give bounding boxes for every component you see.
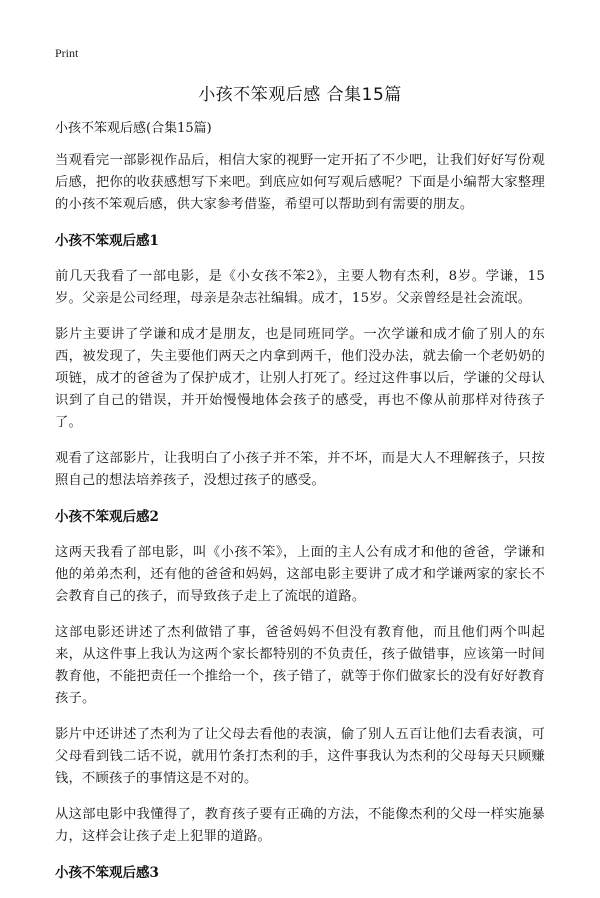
section-heading: 小孩不笨观后感2	[55, 509, 159, 525]
section-paragraph: 观看了这部影片，让我明白了小孩子并不笨，并不坏，而是大人不理解孩子，只按照自己的想法培养孩子，没想过孩子的感受。	[55, 451, 545, 488]
page-title: 小孩不笨观后感 合集15篇	[198, 85, 402, 105]
section-paragraph: 前几天我看了一部电影，是《小女孩不笨2》，主要人物有杰利，8岁。学谦，15岁。父亲是公司经理，母亲是杂志社编辑。成才，15岁。父亲曾经是社会流氓。	[55, 269, 545, 306]
article-body	[55, 118, 545, 898]
section-paragraph: 从这部电影中我懂得了，教育孩子要有正确的方法，不能像杰利的父母一样实施暴力，这样会让孩子走上犯罪的道路。	[55, 807, 545, 844]
section-heading: 小孩不笨观后感3	[55, 865, 159, 881]
section-paragraph: 这两天我看了部电影，叫《小孩不笨》，上面的主人公有成才和他的爸爸，学谦和他的弟弟杰利，还有他的爸爸和妈妈，这部电影主要讲了成才和学谦两家的家长不会教育自己的孩子，而导致孩子走上了流氓的道路。	[55, 545, 545, 604]
article-subtitle: 小孩不笨观后感(合集15篇)	[55, 121, 212, 136]
intro-paragraph: 当观看完一部影视作品后，相信大家的视野一定开拓了不少吧，让我们好好写份观后感，把你的收获感想写下来吧。到底应如何写观后感呢？下面是小编帮大家整理的小孩不笨观后感，供大家参考借鉴，希望可以帮助到有需要的朋友。	[55, 153, 545, 212]
section-paragraph: 这部电影还讲述了杰利做错了事，爸爸妈妈不但没有教育他，而且他们两个叫起来，从这件事上我认为这两个家长都特别的不负责任，孩子做错事，应该第一时间教育他，不能把责任一个推给一个，孩子错了，就等于你们做家长的没有好好教育孩子。	[55, 625, 545, 706]
section-paragraph: 影片中还讲述了杰利为了让父母去看他的表演，偷了别人五百让他们去看表演，可父母看到钱二话不说，就用竹条打杰利的手，这件事我认为杰利的父母每天只顾赚钱，不顾孩子的事情这是不对的。	[55, 727, 545, 786]
print-link[interactable]: Print	[55, 46, 79, 60]
section-heading: 小孩不笨观后感1	[55, 233, 159, 249]
section-paragraph: 影片主要讲了学谦和成才是朋友，也是同班同学。一次学谦和成才偷了别人的东西，被发现了，失主要他们两天之内拿到两千，他们没办法，就去偷一个老奶奶的项链，成才的爸爸为了保护成才，让别人打死了。经过这件事以后，学谦的父母认识到了自己的错误，并开始慢慢地体会孩子的感受，再也不像从前那样对待孩子了。	[55, 327, 545, 430]
